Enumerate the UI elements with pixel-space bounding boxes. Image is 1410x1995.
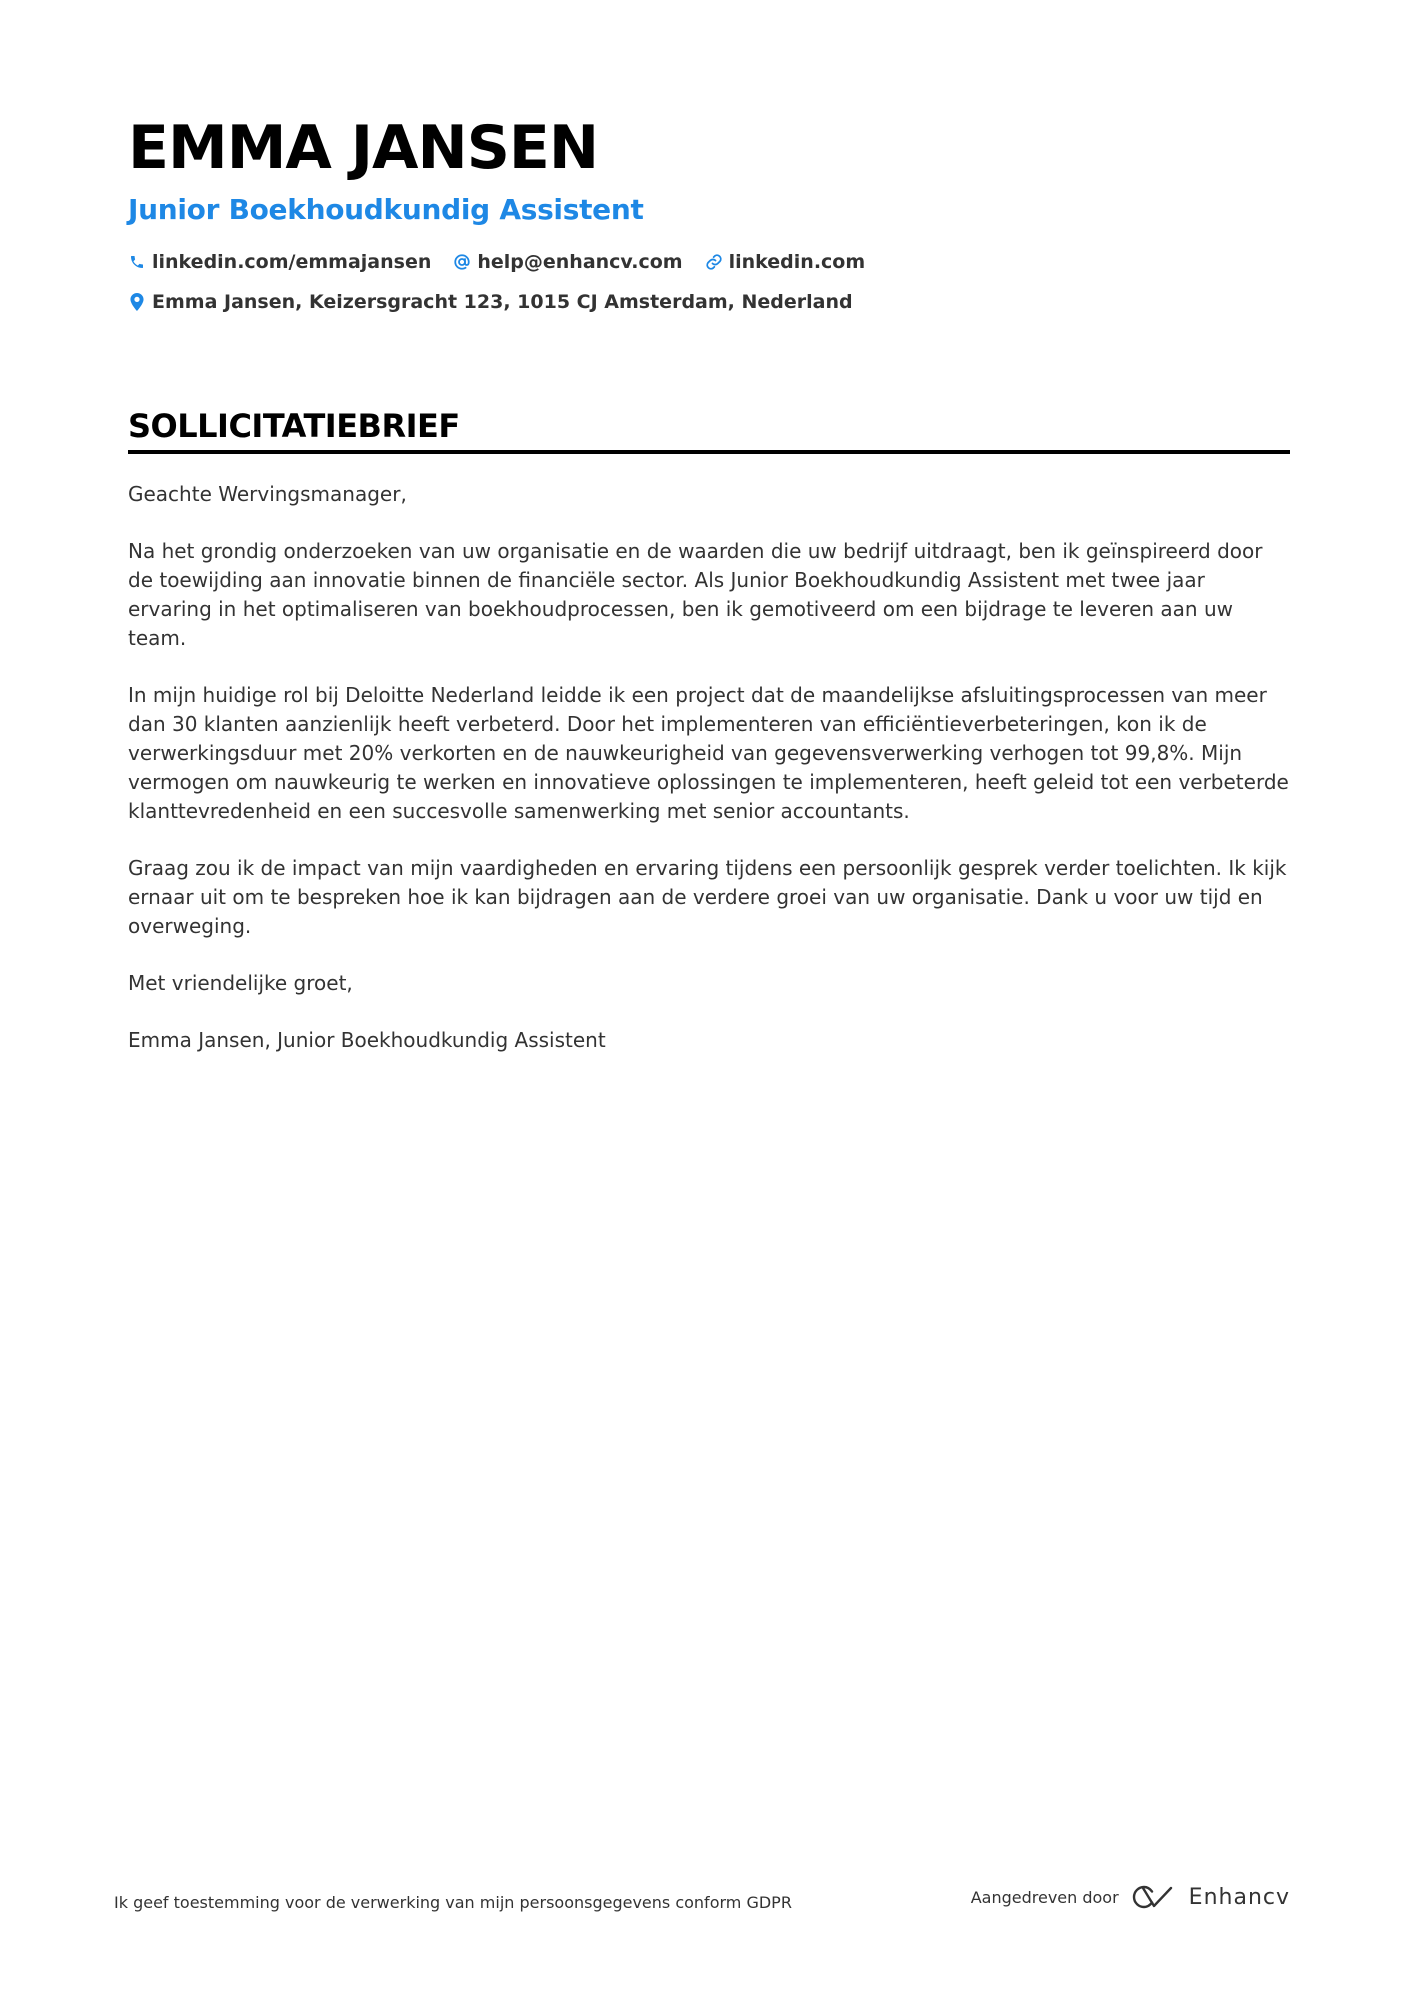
contact-location: [128, 291, 853, 313]
location-text: Emma Jansen, Keizersgracht 123, 1015 CJ Amsterdam, Nederland: [152, 291, 853, 313]
letter-signature: Emma Jansen, Junior Boekhoudkundig Assistent: [128, 1028, 606, 1052]
phone-icon: [128, 253, 146, 271]
contact-email[interactable]: [453, 251, 682, 273]
section-title: SOLLICITATIEBRIEF: [128, 407, 460, 445]
enhancv-logo-icon: [1131, 1884, 1177, 1910]
job-title: Junior Boekhoudkundig Assistent: [128, 193, 644, 226]
location-pin-icon: [128, 293, 146, 311]
at-icon: [453, 253, 471, 271]
letter-paragraph-2: In mijn huidige rol bij Deloitte Nederland leidde ik een project dat de maandelijkse afsluitingsprocessen van meer dan 30 klanten aanzienlijk heeft verbeterd. Door het implementeren van efficiëntieverbeteringen, kon ik de verwerkingsduur met 20% verkorten en de nauwkeurigheid van gegevensverwerking verhogen tot 99,8%. Mijn vermogen om nauwkeurig te werken en innovatieve oplossingen te implementeren, heeft geleid tot een verbeterde klanttevredenheid en een succesvolle samenwerking met senior accountants.: [128, 683, 1289, 823]
candidate-name: EMMA JANSEN: [128, 113, 599, 183]
powered-by[interactable]: [971, 1884, 1290, 1910]
powered-by-label: Aangedreven door: [970, 1887, 1119, 1907]
location-row: [128, 288, 1290, 316]
cover-letter-section: [128, 406, 1290, 1083]
letter-greeting: Geachte Wervingsmanager,: [128, 482, 407, 506]
letter-closing: Met vriendelijke groet,: [128, 971, 353, 995]
contact-phone[interactable]: [128, 251, 431, 273]
contact-phone-text: linkedin.com/emmajansen: [152, 251, 432, 273]
contact-row: [128, 248, 1290, 276]
contact-email-text: help@enhancv.com: [477, 251, 683, 273]
resume-header: [128, 108, 1290, 328]
letter-body: [128, 480, 1290, 1055]
link-icon: [705, 253, 723, 271]
contact-link[interactable]: [705, 251, 866, 273]
letter-paragraph-1: Na het grondig onderzoeken van uw organisatie en de waarden die uw bedrijf uitdraagt, ben ik geïnspireerd door de toewijding aan innovatie binnen de financiële sector. Als Junior Boekhoudkundig Assistent met twee jaar ervaring in het optimaliseren van boekhoudprocessen, ben ik gemotiveerd om een bijdrage te leveren aan uw team.: [128, 539, 1263, 650]
gdpr-consent: Ik geef toestemming voor de verwerking van mijn persoonsgegevens conform GDPR: [114, 1893, 792, 1912]
section-divider: [128, 450, 1290, 454]
contact-info: [128, 248, 1290, 316]
brand-name: Enhancv: [1188, 1884, 1290, 1910]
letter-paragraph-3: Graag zou ik de impact van mijn vaardigheden en ervaring tijdens een persoonlijk gesprek verder toelichten. Ik kijk ernaar uit om te bespreken hoe ik kan bijdragen aan de verdere groei van uw organisatie. Dank u voor uw tijd en overweging.: [128, 856, 1287, 938]
contact-link-text: linkedin.com: [728, 251, 866, 273]
